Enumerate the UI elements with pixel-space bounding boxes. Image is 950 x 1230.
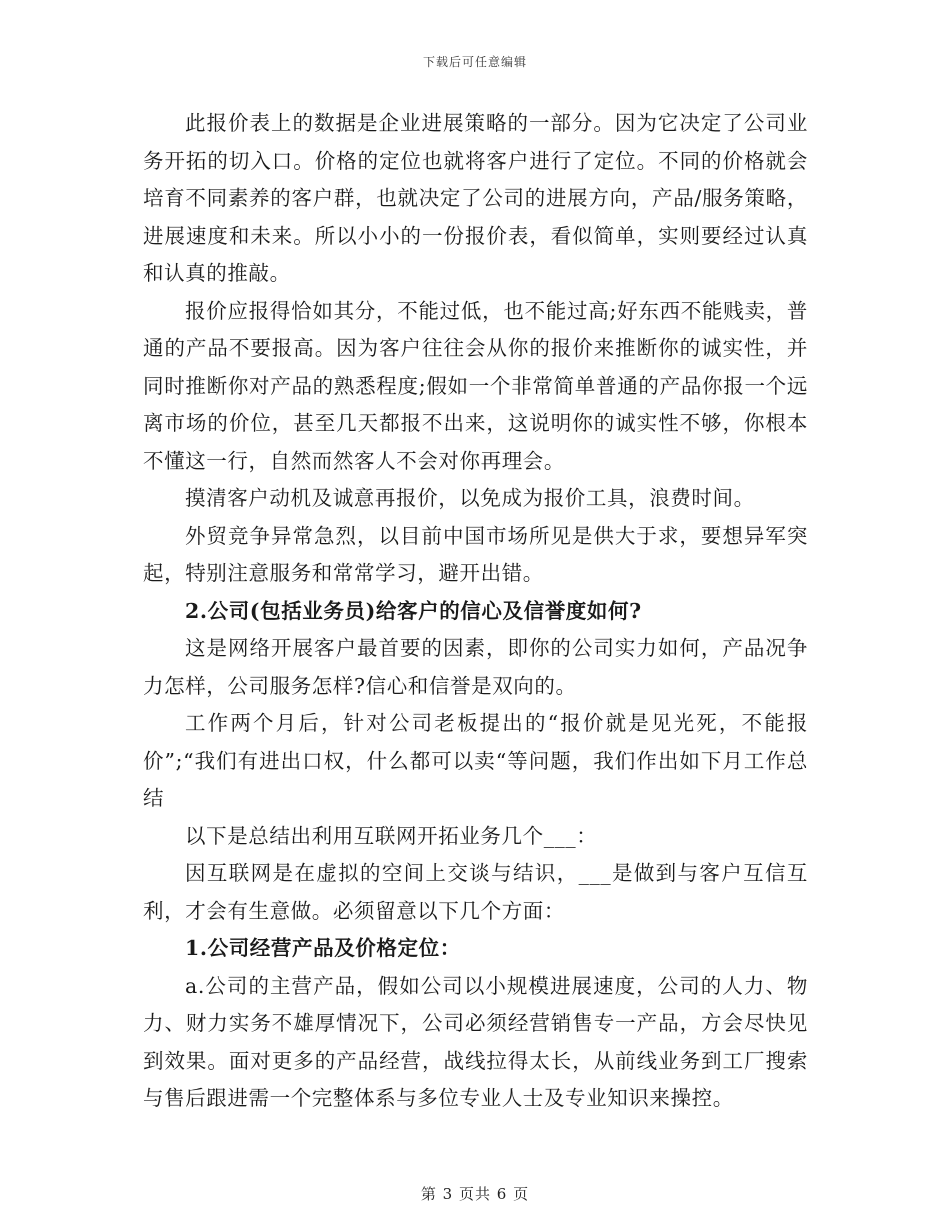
paragraph-customer-motive: 摸清客户动机及诚意再报价，以免成为报价工具，浪费时间。 <box>185 486 755 510</box>
paragraph-internet-trust: 因互联网是在虚拟的空间上交谈与结识，___是做到与客户互信互利，才会有生意做。必须留意以下几个方面： <box>143 861 808 923</box>
document-body <box>143 105 808 1118</box>
section-heading-2: 2.公司(包括业务员)给客户的信心及信誉度如何? <box>185 598 642 623</box>
section-heading-1: 1.公司经营产品及价格定位： <box>185 936 461 960</box>
paragraph-quote-pricing: 报价应报得恰如其分，不能过低，也不能过高;好东西不能贱卖，普通的产品不要报高。因为客户往往会从你的报价来推断你的诚实性，并同时推断你对产品的熟悉程度;假如一个非常简单普通的产品你报一个远离市场的价位，甚至几天都报不出来，这说明你的诚实性不够，你根本不懂这一行，自然而然客人不会对你再理会。 <box>143 298 808 473</box>
paragraph-main-product: a.公司的主营产品，假如公司以小规模进展速度，公司的人力、物力、财力实务不雄厚情况下，公司必须经营销售专一产品，方会尽快见到效果。面对更多的产品经营，战线拉得太长，从前线业务到工厂搜索与售后跟进需一个完整体系与多位专业人士及专业知识来操控。 <box>143 973 808 1110</box>
paragraph-quote-strategy: 此报价表上的数据是企业进展策略的一部分。因为它决定了公司业务开拓的切入口。价格的定位也就将客户进行了定位。不同的价格就会培育不同素养的客户群，也就决定了公司的进展方向，产品/服务策略，进展速度和未来。所以小小的一份报价表，看似简单，实则要经过认真和认真的推敲。 <box>143 111 808 285</box>
paragraph-network-factor: 这是网络开展客户最首要的因素，即你的公司实力如何，产品况争力怎样，公司服务怎样?信心和信誉是双向的。 <box>143 636 808 698</box>
paragraph-summary-intro: 以下是总结出利用互联网开拓业务几个___： <box>185 823 598 848</box>
paragraph-competition: 外贸竞争异常急烈，以目前中国市场所见是供大于求，要想异军突起，特别注意服务和常常学习，避开出错。 <box>143 523 808 585</box>
page-header: 下载后可任意编辑 <box>422 55 527 69</box>
paragraph-work-summary: 工作两个月后，针对公司老板提出的“报价就是见光死，不能报价”;“我们有进出口权，什么都可以卖“等问题，我们作出如下月工作总结 <box>143 711 808 810</box>
page-footer: 第 3 页共 6 页 <box>420 1185 530 1203</box>
